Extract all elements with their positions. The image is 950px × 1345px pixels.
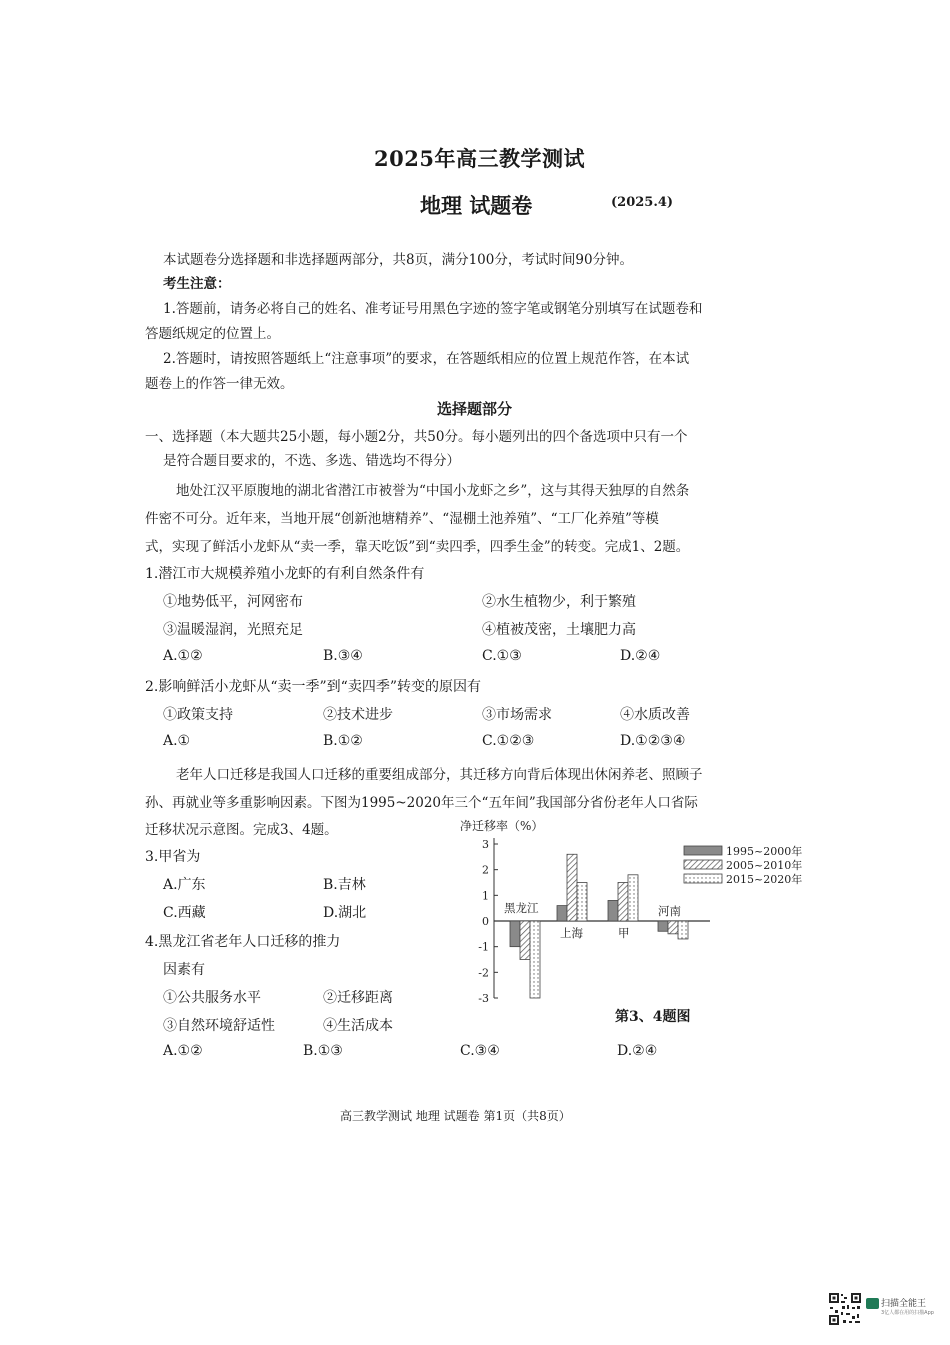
y-tick-label: 0 xyxy=(482,915,489,928)
q2-item: ④水质改善 xyxy=(620,707,690,723)
note-2-line-2: 题卷上的作答一律无效。 xyxy=(145,376,294,392)
q2-stem: 2.影响鲜活小龙虾从“卖一季”到“卖四季”转变的原因有 xyxy=(145,679,481,695)
q4-option-a: A.①② xyxy=(163,1043,203,1059)
q3-option-d: D.湖北 xyxy=(323,905,367,921)
legend-label: 2015~2020年 xyxy=(726,873,803,886)
q2-option-d: D.①②③④ xyxy=(620,733,686,749)
legend-swatch xyxy=(684,846,722,855)
section-heading-line-1: 一、选择题（本大题共25小题，每小题2分，共50分。每小题列出的四个备选项中只有一个 xyxy=(145,429,688,445)
passage-1-line-1: 地处江汉平原腹地的湖北省潜江市被誉为“中国小龙虾之乡”，这与其得天独厚的自然条 xyxy=(176,483,690,499)
y-tick-label: 1 xyxy=(482,889,489,903)
bar xyxy=(668,921,678,934)
q1-item: ④植被茂密，土壤肥力高 xyxy=(482,622,636,638)
q2-option-c: C.①②③ xyxy=(482,733,535,749)
passage-2-line-3: 迁移状况示意图。完成3、4题。 xyxy=(145,822,338,838)
q4-item: ②迁移距离 xyxy=(323,990,393,1006)
q1-item: ①地势低平，河网密布 xyxy=(163,594,303,610)
bar xyxy=(557,906,567,921)
scanner-logo-icon xyxy=(866,1298,879,1309)
bar xyxy=(520,921,530,960)
chart-caption: 第3、4题图 xyxy=(615,1009,691,1025)
q4-item: ④生活成本 xyxy=(323,1018,393,1034)
q2-item: ①政策支持 xyxy=(163,707,233,723)
note-1-line-1: 1.答题前，请务必将自己的姓名、准考证号用黑色字迹的签字笔或钢笔分别填写在试题卷和 xyxy=(163,301,703,317)
category-label: 黑龙江 xyxy=(504,901,539,915)
q4-item: ①公共服务水平 xyxy=(163,990,261,1006)
q1-item: ②水生植物少，利于繁殖 xyxy=(482,594,636,610)
bar xyxy=(567,854,577,921)
note-2-line-1: 2.答题时，请按照答题纸上“注意事项”的要求，在答题纸相应的位置上规范作答，在本试 xyxy=(163,351,690,367)
q4-stem-line-2: 因素有 xyxy=(163,962,205,978)
q1-option-b: B.③④ xyxy=(323,648,363,664)
y-tick-label: -2 xyxy=(478,966,489,980)
category-label: 甲 xyxy=(618,926,630,940)
y-tick-label: -1 xyxy=(478,940,489,954)
q4-item: ③自然环境舒适性 xyxy=(163,1018,275,1034)
y-tick-label: -3 xyxy=(478,992,489,1005)
bar xyxy=(510,921,520,947)
q2-option-a: A.① xyxy=(163,733,191,749)
q3-option-b: B.吉林 xyxy=(323,877,366,893)
section-heading-line-2: 是符合题目要求的，不选、多选、错选均不得分） xyxy=(163,453,460,469)
q3-option-a: A.广东 xyxy=(163,877,206,893)
q2-option-b: B.①② xyxy=(323,733,363,749)
intro-line: 本试题卷分选择题和非选择题两部分，共8页，满分100分，考试时间90分钟。 xyxy=(163,252,634,268)
q3-option-c: C.西藏 xyxy=(163,905,206,921)
q2-item: ②技术进步 xyxy=(323,707,393,723)
q4-option-c: C.③④ xyxy=(460,1043,500,1059)
scanner-badge-subtext: 3亿人都在用的扫描App xyxy=(881,1310,934,1316)
q4-option-d: D.②④ xyxy=(617,1043,658,1059)
exam-title: 2025年高三教学测试 xyxy=(374,146,585,171)
exam-date: (2025.4) xyxy=(611,195,674,210)
page-footer: 高三教学测试 地理 试题卷 第1页（共8页） xyxy=(340,1109,571,1123)
bar xyxy=(618,883,628,922)
note-1-line-2: 答题纸规定的位置上。 xyxy=(145,326,280,342)
q1-stem: 1.潜江市大规模养殖小龙虾的有利自然条件有 xyxy=(145,566,425,582)
category-label: 河南 xyxy=(658,904,681,918)
passage-2-line-1: 老年人口迁移是我国人口迁移的重要组成部分，其迁移方向背后体现出休闲养老、照顾子 xyxy=(176,767,703,783)
q1-option-c: C.①③ xyxy=(482,648,522,664)
bar xyxy=(608,900,618,921)
legend-label: 1995~2000年 xyxy=(726,845,803,858)
bar xyxy=(628,875,638,921)
q3-stem: 3.甲省为 xyxy=(145,849,201,865)
y-tick-label: 3 xyxy=(482,838,489,851)
passage-2-line-2: 孙、再就业等多重影响因素。下图为1995~2020年三个“五年间”我国部分省份老年人口省际 xyxy=(145,795,698,811)
q1-option-a: A.①② xyxy=(163,648,203,664)
scanner-badge xyxy=(866,1296,934,1322)
notice-title: 考生注意： xyxy=(163,276,231,292)
y-tick-label: 2 xyxy=(482,863,489,877)
q1-item: ③温暖湿润，光照充足 xyxy=(163,622,303,638)
q4-option-b: B.①③ xyxy=(303,1043,343,1059)
legend-label: 2005~2010年 xyxy=(726,859,803,872)
q1-option-d: D.②④ xyxy=(620,648,661,664)
legend-swatch xyxy=(684,860,722,869)
section-title: 选择题部分 xyxy=(437,400,513,418)
bar xyxy=(678,921,688,939)
category-label: 上海 xyxy=(560,926,583,940)
scanner-badge-text: 扫描全能王 xyxy=(881,1299,927,1309)
y-axis-label: 净迁移率（%） xyxy=(460,819,544,833)
qr-code-icon xyxy=(828,1292,862,1326)
exam-subtitle: 地理 试题卷 xyxy=(420,193,533,218)
bar xyxy=(658,921,668,931)
q4-stem-line-1: 4.黑龙江省老年人口迁移的推力 xyxy=(145,934,341,950)
legend-swatch xyxy=(684,874,722,883)
bar xyxy=(577,883,587,922)
passage-1-line-2: 件密不可分。近年来，当地开展“创新池塘精养”、“湿棚土池养殖”、“工厂化养殖”等模 xyxy=(145,511,659,527)
migration-chart xyxy=(440,812,820,1032)
passage-1-line-3: 式，实现了鲜活小龙虾从“卖一季，靠天吃饭”到“卖四季，四季生金”的转变。完成1、2题。 xyxy=(145,539,690,555)
q2-item: ③市场需求 xyxy=(482,707,552,723)
bar xyxy=(530,921,540,998)
